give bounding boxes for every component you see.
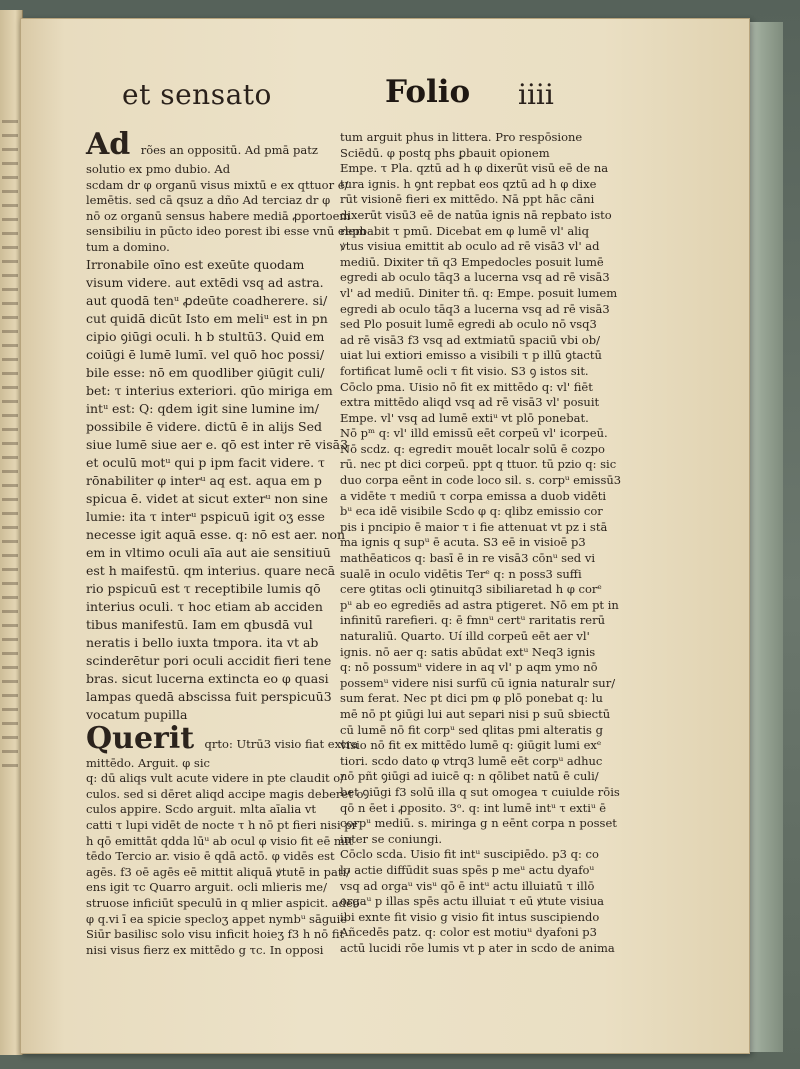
- text-line: nō oz organū sensus habere mediā ꝓportoem: [86, 208, 351, 223]
- section-opening-line: [86, 127, 336, 162]
- text-line: neratis i bello iuxta tmpora. ita vt ab: [86, 634, 319, 650]
- text-line: tiori. scdo dato φ vtrq3 lumē eēt corpᵘ adhuc: [340, 753, 603, 768]
- text-line: siue lumē siue aer e. qō est inter rē visā3: [86, 436, 349, 452]
- text-line: cū lumē nō fit corpᵘ sed qlitas pmi alteratis g: [340, 722, 603, 737]
- text-line: bras. sicut lucerna extincta eo φ quasi: [86, 670, 329, 686]
- text-line: uiat lui extiori emisso a visibili τ p illū ꝯtactū: [340, 348, 602, 363]
- text-line: fortificat lumē ocli τ fit visio. S3 ꝯ istos sit.: [340, 363, 589, 378]
- text-line: inter se coniungi.: [340, 831, 442, 846]
- text-line: qō n ēet i ꝓposito. 3ᵒ. q: int lumē intᵘ τ extiᵘ ē: [340, 800, 607, 815]
- text-line: nisi visus fierz ex mittēdo g τc. In opposi: [86, 942, 324, 957]
- text-line: Cōclo pma. Uisio nō fit ex mittēdo q: vl' fiēt: [340, 379, 593, 394]
- text-line: tēdo Tercio ar. visio ē qdā actō. φ vidēs est: [86, 849, 335, 864]
- text-line: agēs. f3 oē agēs eē mittit aliquā ꝟtutē in pati/: [86, 864, 350, 879]
- text-line: em in vltimo oculi aīa aut aie sensitiuū: [86, 544, 331, 560]
- text-line: q: nō possumᵘ videre in aq vl' p aqm ymo nō: [340, 660, 598, 675]
- text-line: sum ferat. Nec pt dici pm φ plō ponebat q: lu: [340, 691, 603, 706]
- text-line: rūt visionē fieri ex mittēdo. Nā ppt hāc cāni: [340, 192, 595, 207]
- text-line: est h maifestū. qm interius. quare necā: [86, 562, 336, 578]
- text-line: lumie: ita τ interᵘ pspicuū igit oʒ esse: [86, 508, 325, 524]
- text-line: mediū. Dixiter tñ q3 Empedocles posuit lumē: [340, 254, 604, 269]
- text-line-rest: qrto: Utrū3 visio fiat extra: [204, 736, 359, 751]
- text-line: sed Plo posuit lumē egredi ab oculo nō vsq3: [340, 317, 597, 332]
- text-line: a vidēte τ mediū τ corpa emissa a duob vidēti: [340, 488, 607, 503]
- text-line: ma ignis q supᵘ ē acuta. S3 eē in visioē p3: [340, 535, 586, 550]
- text-line: cere ꝯtitas ocli ꝯtinuitq3 sibiliaretad h φ corᵉ: [340, 582, 602, 597]
- text-line: culos. sed si dēret aliqd accipe magis deberet o: [86, 786, 364, 801]
- left-text-column: [86, 127, 367, 958]
- text-line: Sciēdū. φ postq phs ꝑbauit opionem: [340, 145, 550, 160]
- text-line: extra mittēdo aliqd vsq ad rē visā3 vl' posuit: [340, 395, 600, 410]
- text-line: bᵘ eca idē visibile Scdo φ q: qlibz emissio cor: [340, 504, 603, 519]
- text-line: egredi ab oculo tāq3 a lucerna vsq ad rē visā3: [340, 270, 610, 285]
- text-line: ibi exnte fit visio g visio fit intus suscipiendo: [340, 909, 600, 924]
- text-line: bile esse: nō em quodliber ꝯiūgit culi/: [86, 364, 325, 380]
- text-line: mathēaticos q: basī ē in re visā3 cōnᵘ sed vi: [340, 551, 595, 566]
- text-line: Nō pᵐ q: vl' illd emissū eēt corpeū vl' icorpeū.: [340, 426, 608, 441]
- text-line: possibile ē videre. dictū ē in alijs Sed: [86, 418, 322, 434]
- text-line: vl' ad mediū. Diniter tñ. q: Empe. posuit lumem: [340, 285, 618, 300]
- text-line: Añcedēs patz. q: color est motiuᵘ dyafoni p3: [340, 925, 597, 940]
- text-line: culos appire. Scdo arguit. mlta aīalia vt: [86, 802, 316, 817]
- text-line: duo corpa eēnt in code loco sil. s. corpᵘ emissū3: [340, 473, 622, 488]
- text-line: rōnabiliter φ interᵘ aq est. aqua em p: [86, 472, 322, 488]
- running-header-title: et sensato: [122, 78, 272, 111]
- text-line: Cōclo scda. Uisio fit intᵘ suscipiēdo. p3 q: co: [340, 847, 599, 862]
- text-line: intᵘ est: Q: qdem igit sine lumine im/: [86, 400, 319, 416]
- text-line: dixerūt visū3 eē de natūa ignis nā repbato isto: [340, 207, 612, 222]
- text-line: rū. nec pt dici corpeū. ppt q ttuor. tū pzio q: sic: [340, 457, 617, 472]
- page-block-edge: [748, 22, 783, 1052]
- text-line: naturaliū. Quarto. Uí illd corpeū eēt aer vl': [340, 629, 590, 643]
- text-line: visum videre. aut extēdi vsq ad astra.: [86, 274, 324, 290]
- text-line: Empe. τ Pla. qztū ad h φ dixerūt visū eē de na: [340, 161, 609, 176]
- text-line: tura ignis. h ꝯnt repbat eos qztū ad h φ dixe: [340, 176, 597, 191]
- text-line: vsq ad orgaᵘ visᵘ qō ē intᵘ actu illuiatū τ illō: [340, 878, 595, 893]
- text-line: cut quidā dicūt Isto em meliᵘ est in pn: [86, 310, 328, 326]
- text-line: lemētis. sed cā qsuz a dño Ad terciaz dr φ: [86, 193, 331, 208]
- text-line: pᵘ ab eo egrediēs ad astra ptigeret. Nō em pt in: [340, 597, 619, 612]
- text-line: mittēdo. Arguit. φ sic: [86, 755, 210, 770]
- text-line: ꝟtus visiua emittit ab oculo ad rē visā3 vl' ad: [340, 239, 600, 254]
- text-line: lo actie diffūdit suas spēs p meᵘ actu dyafoᵘ: [340, 862, 595, 877]
- text-line-rest: rões an oppositū. Ad pmā patz: [140, 143, 318, 157]
- text-line: interius oculi. τ hoc etiam ab acciden: [86, 598, 323, 614]
- text-line: infinitū rarefieri. q: ē fmnᵘ certᵘ raritatis rerū: [340, 613, 605, 628]
- text-line: φ q.vi ī ea spicie specloʒ appet nymbᵘ sāguie: [86, 911, 348, 926]
- text-line: bet ꝯiūgi f3 solū illa q sut omogea τ cuiulde rōis: [340, 784, 620, 799]
- text-line: struose inficiūt speculū in q mlier aspicit. adeo: [86, 895, 360, 910]
- text-line: actū lucidi rōe lumis vt p ater in scdo de anima: [340, 940, 615, 955]
- display-initial-word: Querit: [86, 720, 205, 756]
- text-line: Irronabile oīno est exeūte quodam: [86, 256, 305, 272]
- text-line: corpᵘ mediū. s. miringa g n eēnt corpa n posset: [340, 816, 617, 831]
- text-line: ad rē visā3 f3 vsq ad extmiatū spaciū vbi ob/: [340, 332, 600, 347]
- text-line: pis i pncipio ē maior τ i fie attenuat vt pz i stā: [340, 519, 608, 534]
- text-line: necesse igit aquā esse. q: nō est aer. non: [86, 526, 346, 542]
- text-line: spicua ē. videt at sicut exterᵘ non sine: [86, 490, 328, 506]
- text-line: aut quodā tenᵘ ꝓdeūte coadherere. si/: [86, 292, 328, 308]
- text-line: visio nō fit ex mittēdo lumē q: ꝯiūgit lumi exᵉ: [340, 738, 602, 753]
- text-line: sensibiliu in pūcto ideo porest ibi esse vnū elem: [86, 224, 367, 239]
- display-initial-word: Ad: [86, 127, 141, 162]
- text-line: h qō emittāt qdda lūᵘ ab ocul φ visio fit eē mit: [86, 833, 354, 848]
- text-line: mē nō pt ꝯiūgi lui aut separi nisi p suū sbiectū: [340, 706, 611, 721]
- text-line: tum a domino.: [86, 239, 170, 254]
- text-line: Empe. vl' vsq ad lumē extiᵘ vt plō ponebat.: [340, 410, 589, 425]
- section-opening-line: [86, 720, 359, 756]
- text-line: Siūr basilisc solo visu inficit hoieʒ f3 h nō fit: [86, 927, 345, 942]
- text-line: solutio ex pmo dubio. Ad: [86, 162, 231, 176]
- text-line: sualē in oculo vidētis Terᵉ q: n poss3 suffi: [340, 566, 582, 581]
- text-line: coiūgi ē lumē lumī. vel quō hoc possi/: [86, 346, 325, 362]
- text-line: vocatum pupilla: [86, 706, 188, 722]
- text-line: ens igit τc Quarro arguit. ocli mlieris me/: [86, 880, 327, 895]
- text-line: repbabit τ pmū. Dicebat em φ lumē vl' aliq: [340, 223, 589, 238]
- text-line: tum arguit phus in littera. Pro respōsione: [340, 130, 583, 144]
- folio-number: iiii: [518, 78, 554, 111]
- text-line: catti τ lupi vidēt de nocte τ h nō pt fieri nisi pr: [86, 817, 358, 832]
- previous-page-text-fragment: [2, 120, 18, 770]
- text-line: Nō scdz. q: egrediτ mouēt localr solū ē cozpo: [340, 441, 605, 456]
- text-line: bet: τ interius exteriori. qūo miriga em: [86, 382, 333, 398]
- text-line: egredi ab oculo tāq3 a lucerna vsq ad rē visā3: [340, 301, 610, 316]
- text-line: rio pspicuū est τ receptibile lumis qō: [86, 580, 321, 596]
- text-line: ignis. nō aer q: satis abūdat extᵘ Neq3 ignis: [340, 644, 596, 659]
- text-line: q: dū aliqs vult acute videre in pte claudit o/: [86, 771, 345, 786]
- text-line: lampas quedā abscissa fuit perspicuū3: [86, 688, 332, 704]
- text-line: scinderētur pori oculi accidit fieri tene: [86, 652, 332, 668]
- folio-label: Folio: [385, 74, 471, 110]
- text-line: orgaᵘ p illas spēs actu illuiat τ eū ꝟtute visiua: [340, 894, 605, 909]
- text-line: et oculū motᵘ qui p ipm facit videre. τ: [86, 454, 325, 470]
- text-line: cipio ꝯiūgi oculi. h b stultū3. Quid em: [86, 328, 325, 344]
- text-line: scdam dr φ organū visus mixtū e ex qttuor e/: [86, 177, 349, 192]
- text-line: possemᵘ videre nisi surfū cū ignia naturalr sur/: [340, 675, 616, 690]
- text-line: nō pñt ꝯiūgi ad iuicē q: n qōlibet natū ē culi/: [340, 769, 599, 784]
- right-text-column: [340, 130, 622, 956]
- text-line: tibus manifestū. Iam em qbusdā vul: [86, 616, 313, 632]
